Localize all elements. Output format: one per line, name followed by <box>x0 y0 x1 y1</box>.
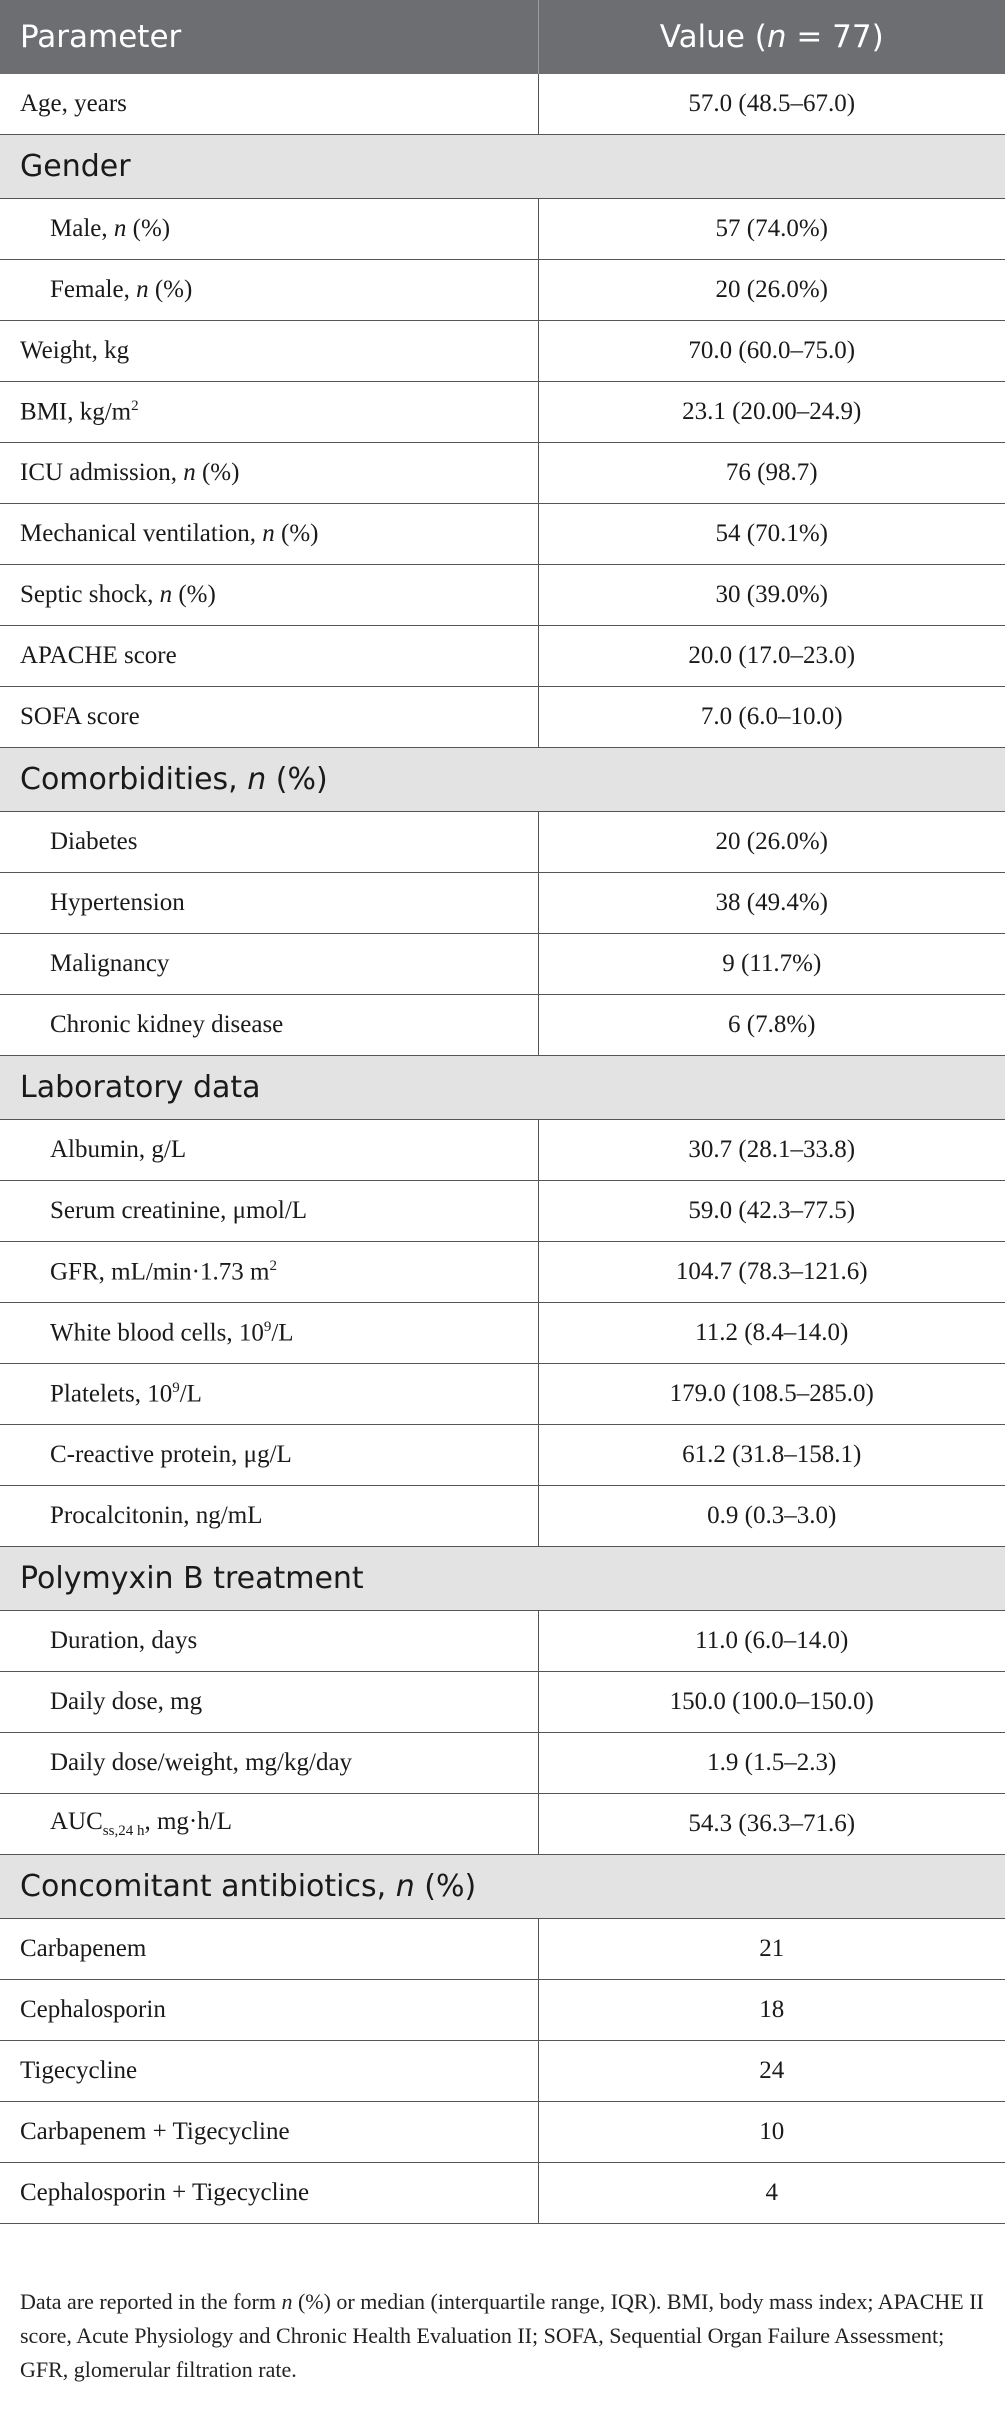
value-cell: 38 (49.4%) <box>538 873 1005 934</box>
parameter-cell <box>0 382 538 443</box>
parameter-cell <box>0 1303 538 1364</box>
value-cell: 1.9 (1.5–2.3) <box>538 1733 1005 1794</box>
section-header-row <box>0 1547 1005 1611</box>
parameter-superscript: 2 <box>269 1257 277 1274</box>
value-cell: 24 <box>538 2041 1005 2102</box>
section-title <box>0 1855 1005 1919</box>
section-title <box>0 748 1005 812</box>
table-row <box>0 1919 1005 1980</box>
table-body <box>0 74 1005 2224</box>
value-cell: 21 <box>538 1919 1005 1980</box>
parameter-subscript: ss,24 h <box>102 1823 145 1839</box>
table-row <box>0 1364 1005 1425</box>
table-row <box>0 1242 1005 1303</box>
section-label-italic: n <box>395 1869 415 1904</box>
parameter-label: Carbapenem + Tigecycline <box>20 2118 290 2145</box>
parameter-cell <box>0 626 538 687</box>
parameter-cell <box>0 565 538 626</box>
table-row <box>0 1120 1005 1181</box>
table-header-row <box>0 0 1005 74</box>
parameter-superscript: 2 <box>131 397 139 414</box>
section-label: Gender <box>20 149 131 184</box>
parameter-label-suffix: /L <box>179 1380 202 1408</box>
parameter-cell <box>0 1919 538 1980</box>
parameter-label: C-reactive protein, μg/L <box>50 1441 292 1468</box>
value-cell: 54 (70.1%) <box>538 504 1005 565</box>
parameter-label: Septic shock, <box>20 581 160 608</box>
table-row <box>0 812 1005 873</box>
parameter-label: Daily dose, mg <box>50 1688 203 1715</box>
parameter-cell <box>0 504 538 565</box>
section-title <box>0 1547 1005 1611</box>
table-row <box>0 565 1005 626</box>
value-cell: 57 (74.0%) <box>538 199 1005 260</box>
parameter-label: Procalcitonin, ng/mL <box>50 1502 263 1529</box>
value-cell: 11.2 (8.4–14.0) <box>538 1303 1005 1364</box>
parameter-cell <box>0 74 538 135</box>
table-row <box>0 1794 1005 1855</box>
table-row <box>0 626 1005 687</box>
section-label-italic: n <box>247 762 267 797</box>
value-cell: 9 (11.7%) <box>538 934 1005 995</box>
value-cell: 23.1 (20.00–24.9) <box>538 382 1005 443</box>
parameter-cell <box>0 1794 538 1855</box>
parameter-label: Carbapenem <box>20 1935 147 1962</box>
table-row <box>0 2163 1005 2224</box>
section-header-row <box>0 748 1005 812</box>
table-row <box>0 74 1005 135</box>
parameter-cell <box>0 260 538 321</box>
parameter-label: Tigecycline <box>20 2057 138 2084</box>
parameter-label: Chronic kidney disease <box>50 1011 284 1038</box>
parameter-label: Platelets, 10 <box>50 1380 173 1408</box>
parameter-cell <box>0 934 538 995</box>
parameter-label: Serum creatinine, μmol/L <box>50 1197 308 1224</box>
section-header-row <box>0 1855 1005 1919</box>
parameter-label: APACHE score <box>20 642 177 669</box>
parameter-label-suffix: (%) <box>148 276 193 303</box>
table-row <box>0 504 1005 565</box>
parameter-cell <box>0 1733 538 1794</box>
table-row <box>0 1672 1005 1733</box>
table-row <box>0 1425 1005 1486</box>
parameter-cell <box>0 995 538 1056</box>
table-row <box>0 382 1005 443</box>
value-cell: 70.0 (60.0–75.0) <box>538 321 1005 382</box>
parameter-label: Albumin, g/L <box>50 1136 187 1163</box>
section-label-suffix: (%) <box>414 1869 477 1904</box>
table-footnote <box>20 2285 990 2387</box>
parameter-label: Cephalosporin <box>20 1996 166 2023</box>
table-row <box>0 1611 1005 1672</box>
value-cell: 104.7 (78.3–121.6) <box>538 1242 1005 1303</box>
parameter-cell <box>0 1672 538 1733</box>
parameter-label-suffix: (%) <box>126 215 171 242</box>
value-cell: 150.0 (100.0–150.0) <box>538 1672 1005 1733</box>
value-header-n: n <box>766 19 787 55</box>
value-cell: 57.0 (48.5–67.0) <box>538 74 1005 135</box>
section-label: Comorbidities, <box>20 762 248 797</box>
footnote-part-b: (%) or median (interquartile range, IQR). BMI, body mass index; APACHE II score, Acute Physiology and Chronic Health Evaluation II; SOFA, Sequential Organ Failure Assessment; GFR, glomerular filtration rate. <box>20 2289 984 2382</box>
parameter-label: Duration, days <box>50 1627 198 1654</box>
parameter-label: Male, <box>50 215 114 242</box>
section-header-row <box>0 135 1005 199</box>
parameter-italic: n <box>159 581 173 608</box>
section-label: Concomitant antibiotics, <box>20 1869 396 1904</box>
value-header-suffix: = 77) <box>786 19 884 55</box>
parameter-label: Female, <box>50 276 137 303</box>
parameter-cell <box>0 443 538 504</box>
parameter-cell <box>0 2102 538 2163</box>
parameter-italic: n <box>262 520 275 547</box>
parameter-label: Diabetes <box>50 828 138 855</box>
parameter-label: Daily dose/weight, mg/kg/day <box>50 1749 353 1776</box>
table-row <box>0 1486 1005 1547</box>
parameter-superscript: 9 <box>263 1318 272 1335</box>
value-cell: 18 <box>538 1980 1005 2041</box>
section-label: Polymyxin B treatment <box>20 1561 364 1596</box>
parameter-label: AUC <box>50 1808 103 1835</box>
parameter-label: Mechanical ventilation, <box>20 520 263 547</box>
parameter-cell <box>0 199 538 260</box>
table-row <box>0 2102 1005 2163</box>
parameter-label-suffix: , mg·h/L <box>144 1808 232 1835</box>
value-cell: 61.2 (31.8–158.1) <box>538 1425 1005 1486</box>
table-row <box>0 321 1005 382</box>
parameter-label: BMI, kg/m <box>20 398 132 426</box>
value-cell: 59.0 (42.3–77.5) <box>538 1181 1005 1242</box>
table-row <box>0 1181 1005 1242</box>
table-row <box>0 873 1005 934</box>
value-cell: 4 <box>538 2163 1005 2224</box>
parameter-label: Cephalosporin + Tigecycline <box>20 2179 310 2206</box>
parameter-label: Hypertension <box>50 889 185 916</box>
table-row <box>0 199 1005 260</box>
parameter-label: White blood cells, 10 <box>50 1319 264 1347</box>
table-row <box>0 2041 1005 2102</box>
section-title <box>0 1056 1005 1120</box>
parameter-italic: n <box>183 459 196 486</box>
parameter-column-header: Parameter <box>0 0 538 74</box>
parameter-cell <box>0 1120 538 1181</box>
parameter-label: Age, years <box>20 90 127 117</box>
parameter-cell <box>0 1980 538 2041</box>
parameter-cell <box>0 1611 538 1672</box>
value-cell: 30.7 (28.1–33.8) <box>538 1120 1005 1181</box>
table-row <box>0 1733 1005 1794</box>
value-cell: 0.9 (0.3–3.0) <box>538 1486 1005 1547</box>
parameter-label-suffix: (%) <box>274 520 319 547</box>
parameter-label: Malignancy <box>50 950 170 977</box>
value-cell: 30 (39.0%) <box>538 565 1005 626</box>
parameter-cell <box>0 1486 538 1547</box>
value-cell: 6 (7.8%) <box>538 995 1005 1056</box>
parameter-cell <box>0 873 538 934</box>
parameter-italic: n <box>136 276 149 303</box>
value-header-prefix: Value ( <box>659 19 767 55</box>
value-cell: 10 <box>538 2102 1005 2163</box>
parameter-label: ICU admission, <box>20 459 184 486</box>
section-header-row <box>0 1056 1005 1120</box>
footnote-part-a: Data are reported in the form <box>20 2289 282 2314</box>
value-cell: 20 (26.0%) <box>538 812 1005 873</box>
parameter-label-suffix: (%) <box>195 459 240 486</box>
table-row <box>0 1980 1005 2041</box>
parameter-cell <box>0 1181 538 1242</box>
parameter-label-suffix: /L <box>271 1319 294 1347</box>
value-cell: 7.0 (6.0–10.0) <box>538 687 1005 748</box>
section-title <box>0 135 1005 199</box>
value-column-header <box>538 0 1005 74</box>
parameter-italic: n <box>113 215 127 242</box>
table-row <box>0 687 1005 748</box>
parameter-label: Weight, kg <box>20 337 130 364</box>
table-row <box>0 934 1005 995</box>
parameter-cell <box>0 1425 538 1486</box>
table-row <box>0 1303 1005 1364</box>
parameter-label: SOFA score <box>20 703 140 730</box>
parameter-cell <box>0 1242 538 1303</box>
parameter-label-suffix: (%) <box>172 581 216 608</box>
section-label: Laboratory data <box>20 1070 261 1105</box>
table-row <box>0 443 1005 504</box>
value-cell: 179.0 (108.5–285.0) <box>538 1364 1005 1425</box>
value-cell: 76 (98.7) <box>538 443 1005 504</box>
parameter-cell <box>0 1364 538 1425</box>
parameter-cell <box>0 2163 538 2224</box>
parameter-cell <box>0 812 538 873</box>
section-label-suffix: (%) <box>266 762 328 797</box>
parameter-cell <box>0 687 538 748</box>
table-row <box>0 260 1005 321</box>
parameter-superscript: 9 <box>172 1379 180 1396</box>
parameter-cell <box>0 321 538 382</box>
value-cell: 11.0 (6.0–14.0) <box>538 1611 1005 1672</box>
table-row <box>0 995 1005 1056</box>
parameter-cell <box>0 2041 538 2102</box>
value-cell: 54.3 (36.3–71.6) <box>538 1794 1005 1855</box>
footnote-n: n <box>281 2289 293 2314</box>
value-cell: 20.0 (17.0–23.0) <box>538 626 1005 687</box>
value-cell: 20 (26.0%) <box>538 260 1005 321</box>
parameter-label: GFR, mL/min·1.73 m <box>50 1258 270 1286</box>
